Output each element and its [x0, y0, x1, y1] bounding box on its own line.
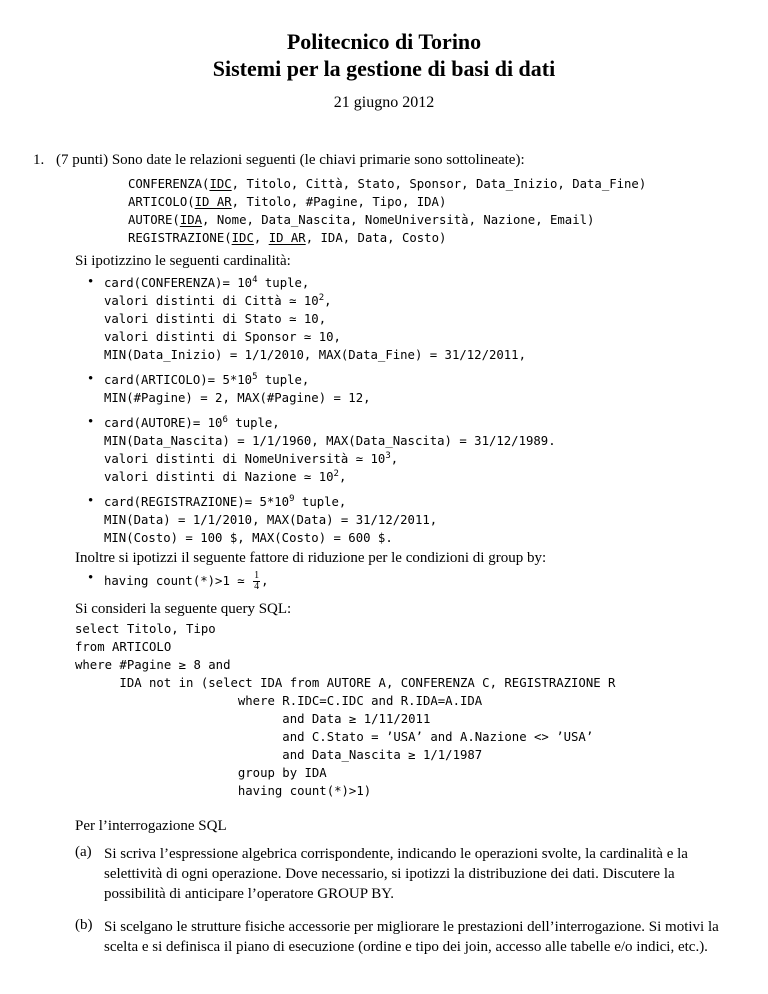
groupby-item: having count(*)>1 ≃ $\frac{1}{4}$ , [104, 570, 269, 592]
query-line: IDA not in (select IDA from AUTORE A, CONFERENZA C, REGISTRAZIONE R [75, 676, 616, 690]
course-title: Sistemi per la gestione di basi di dati [212, 56, 556, 81]
card-registrazione: card(REGISTRAZIONE)= $5*10^9$ tuple, [104, 493, 347, 509]
query-line: having count(*)>1) [75, 784, 372, 798]
card-articolo: card(ARTICOLO)= $5*10^5$ tuple, [104, 371, 310, 387]
exam-date: 21 giugno 2012 [333, 94, 435, 111]
card-line: MIN(Data_Nascita) = 1/1/1960, MAX(Data_Nascita) = 31/12/1989. [104, 434, 556, 448]
query-intro: Si consideri la seguente query SQL: [75, 601, 292, 617]
task-label: (b) [75, 917, 93, 933]
card-conferenza: card(CONFERENZA)= $10^4$ tuple, [104, 274, 310, 290]
relation-conferenza: CONFERENZA(IDC, Titolo, Città, Stato, Sponsor, Data_Inizio, Data_Fine) [128, 177, 647, 191]
relation-articolo: ARTICOLO(ID_AR, Titolo, #Pagine, Tipo, IDA) [128, 195, 447, 209]
groupby-intro: Inoltre si ipotizzi il seguente fattore di riduzione per le condizioni di group by: [75, 550, 547, 566]
card-line: MIN(#Pagine) = 2, MAX(#Pagine) = 12, [104, 391, 371, 405]
relation-autore: AUTORE(IDA, Nome, Data_Nascita, NomeUniversità, Nazione, Email) [128, 213, 595, 227]
task-text: Si scriva l’espressione algebrica corrispondente, indicando le operazioni svolte, la cardinalità e la selettività di ogni operazione. Dove necessario, si ipotizzi la distribuzione dei dati. Discutere la possibilità di anticipare l’operatore GROUP BY. [104, 846, 688, 902]
bullet-dot: • [88, 414, 94, 430]
card-line: valori distinti di NomeUniversità ≃ $10^3$, [104, 450, 399, 466]
card-line: MIN(Data) = 1/1/2010, MAX(Data) = 31/12/2011, [104, 513, 438, 527]
card-line: valori distinti di Stato ≃ 10, [104, 312, 327, 326]
query-line: group by IDA [75, 766, 327, 780]
bullet-dot: • [88, 274, 94, 290]
fraction: $\frac{1}{4}$ [254, 570, 260, 592]
card-line: valori distinti di Nazione ≃ $10^2$, [104, 468, 347, 484]
bullet-dot: • [88, 371, 94, 387]
task-label: (a) [75, 844, 92, 860]
card-line: MIN(Costo) = 100 $, MAX(Costo) = 600 $. [104, 531, 393, 545]
relation-registrazione: REGISTRAZIONE(IDC, ID_AR, IDA, Data, Costo) [128, 231, 447, 245]
task-intro: Per l’interrogazione SQL [75, 818, 227, 834]
bullet-dot: • [88, 570, 94, 586]
query-line: select Titolo, Tipo [75, 622, 216, 636]
query-line: where #Pagine ≥ 8 and [75, 658, 231, 672]
institution-title: Politecnico di Torino [286, 29, 482, 54]
card-line: valori distinti di Città ≃ $10^2$, [104, 292, 332, 308]
exercise-number: 1. [33, 152, 45, 168]
card-line: valori distinti di Sponsor ≃ 10, [104, 330, 341, 344]
query-line: and Data ≥ 1/11/2011 [75, 712, 431, 726]
query-line: from ARTICOLO [75, 640, 172, 654]
task-text: Si scelgano le strutture fisiche accessorie per migliorare le prestazioni dell’interrogazione. Si motivi la scelta e si definisca il piano di esecuzione (ordine e tipo dei join, accesso alle tabelle e/o indici, etc.). [104, 919, 719, 955]
query-line: and C.Stato = ’USA’ and A.Nazione <> ’USA’ [75, 730, 594, 744]
query-line: where R.IDC=C.IDC and R.IDA=A.IDA [75, 694, 483, 708]
exercise-intro: (7 punti) Sono date le relazioni seguenti (le chiavi primarie sono sottolineate): [56, 152, 525, 168]
card-autore: card(AUTORE)= $10^6$ tuple, [104, 414, 280, 430]
query-line: and Data_Nascita ≥ 1/1/1987 [75, 748, 483, 762]
bullet-dot: • [88, 493, 94, 509]
card-intro: Si ipotizzino le seguenti cardinalità: [75, 253, 291, 269]
card-line: MIN(Data_Inizio) = 1/1/2010, MAX(Data_Fine) = 31/12/2011, [104, 348, 526, 362]
